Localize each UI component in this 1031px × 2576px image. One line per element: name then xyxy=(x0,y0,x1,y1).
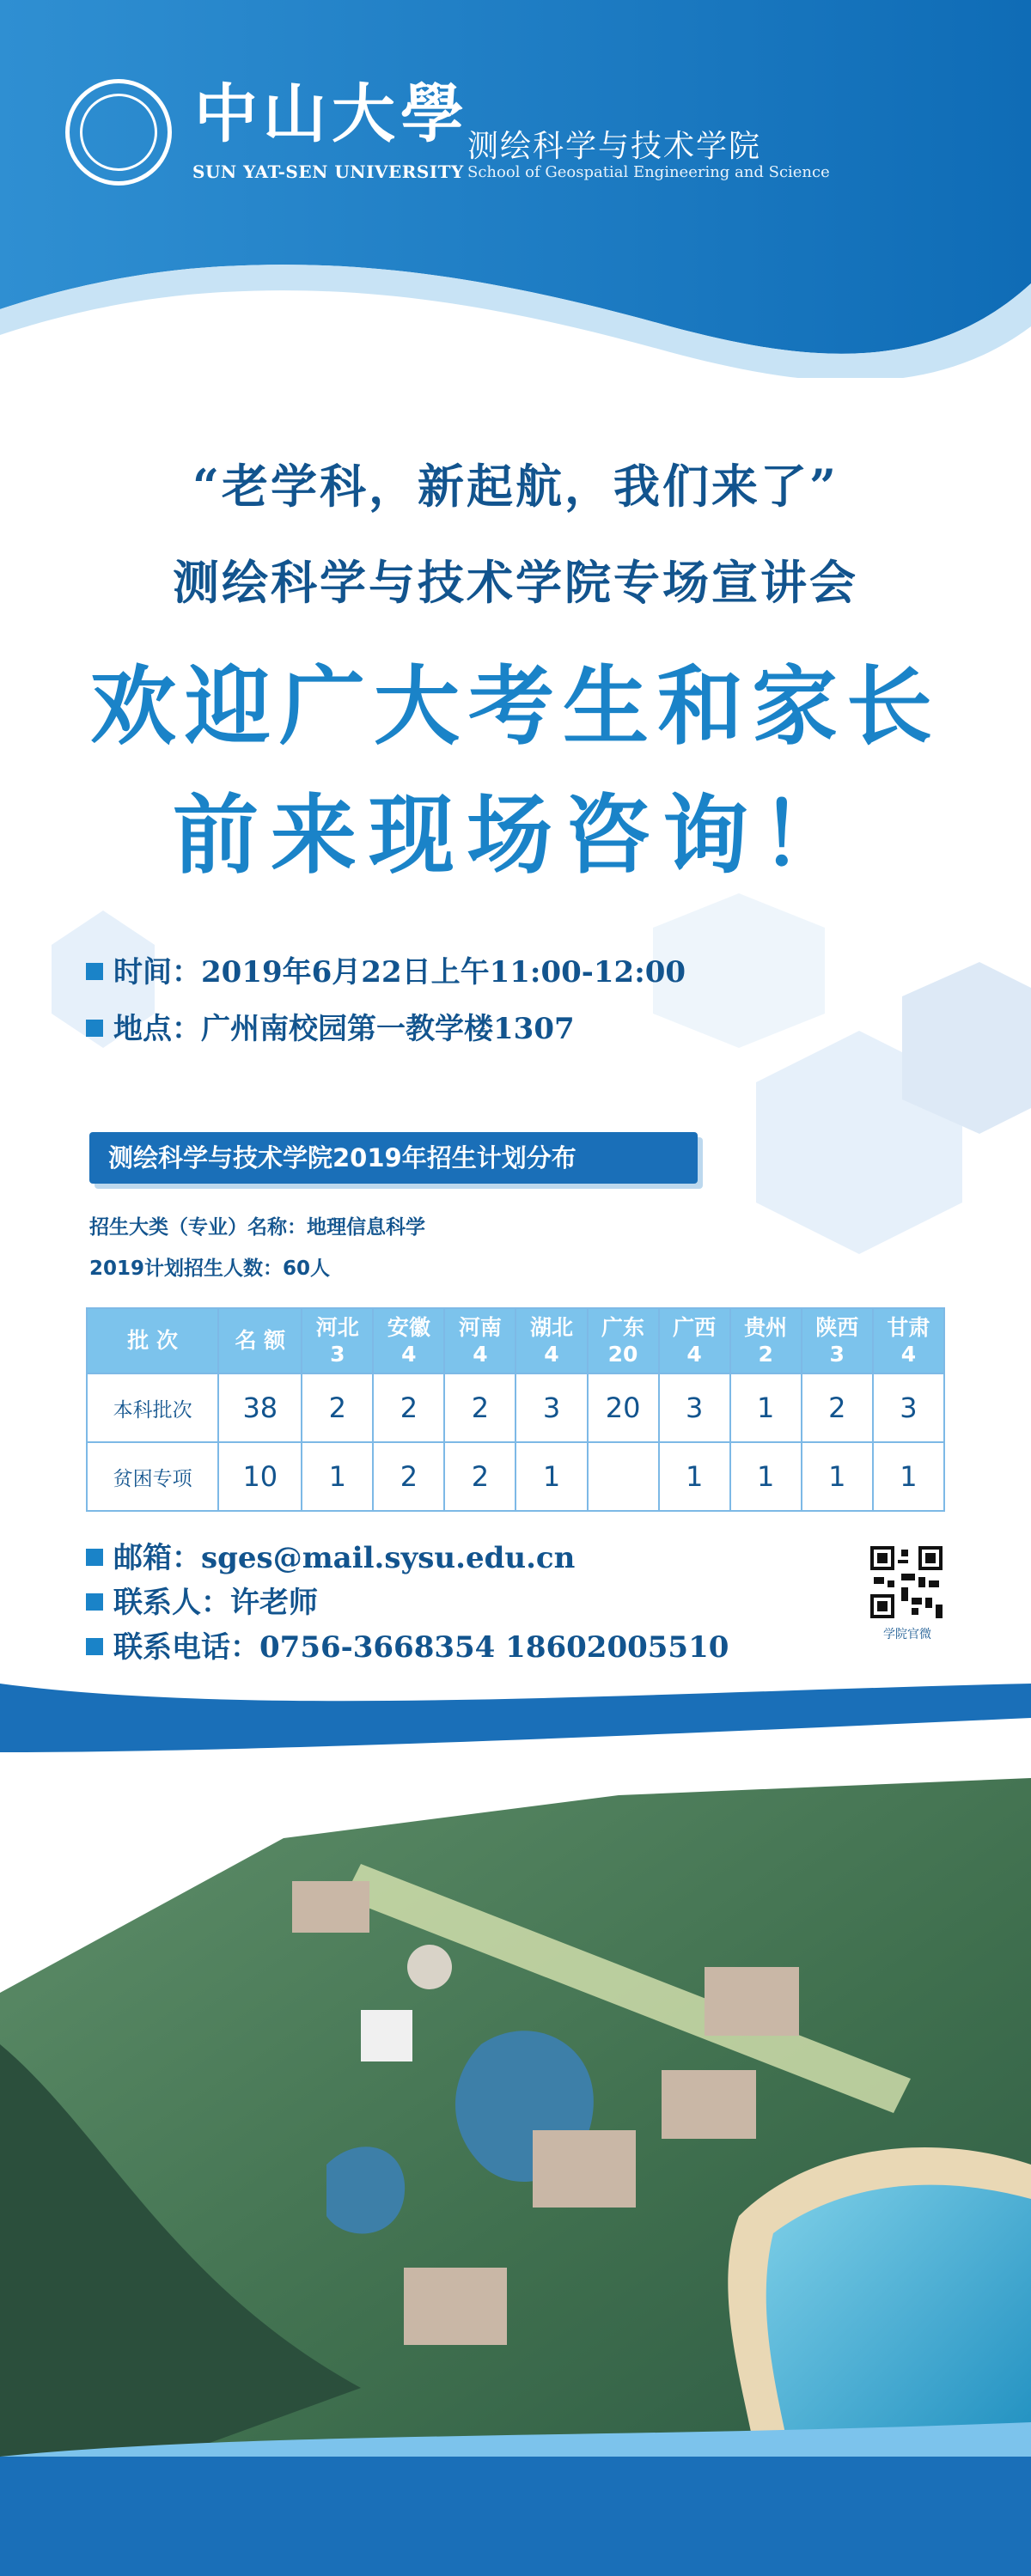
table-cell: 2 xyxy=(373,1442,444,1511)
place-value: 广州南校园第一教学楼1307 xyxy=(201,1012,575,1046)
bullet-icon xyxy=(86,1549,103,1566)
column-header: 湖北 4 xyxy=(516,1308,587,1373)
table-cell: 38 xyxy=(218,1373,302,1442)
table-cell: 1 xyxy=(516,1442,587,1511)
slogan-heading: “老学科，新起航，我们来了” xyxy=(192,459,839,514)
welcome-heading-line1: 欢迎广大考生和家长 xyxy=(90,656,941,757)
table-cell: 1 xyxy=(802,1442,873,1511)
campus-aerial-image xyxy=(0,1684,1031,2576)
qr-caption: 学院官微 xyxy=(883,1628,931,1641)
column-header: 批 次 xyxy=(87,1308,218,1373)
table-row xyxy=(87,1442,944,1511)
person-label: 联系人： xyxy=(113,1586,230,1620)
table-cell: 20 xyxy=(588,1373,659,1442)
bullet-icon xyxy=(86,1020,103,1037)
table-cell: 2 xyxy=(302,1373,373,1442)
table-cell: 1 xyxy=(302,1442,373,1511)
qr-code-icon[interactable] xyxy=(870,1546,943,1618)
contact-phone xyxy=(86,1623,729,1666)
place-label: 地点： xyxy=(113,1012,201,1046)
row-label: 贫困专项 xyxy=(87,1442,218,1511)
column-header: 甘肃 4 xyxy=(873,1308,944,1373)
phone-label: 联系电话： xyxy=(113,1630,259,1665)
header-banner xyxy=(0,0,1031,378)
column-header: 河北 3 xyxy=(302,1308,373,1373)
table-cell: 1 xyxy=(730,1373,802,1442)
plan-banner xyxy=(89,1132,698,1184)
phone-value: 0756-3668354 18602005510 xyxy=(259,1630,729,1665)
time-value: 2019年6月22日上午11:00-12:00 xyxy=(201,955,686,990)
plan-banner-title: 测绘科学与技术学院2019年招生计划分布 xyxy=(108,1143,577,1172)
major-line: 招生大类（专业）名称：地理信息科学 xyxy=(89,1216,425,1239)
table-cell: 2 xyxy=(444,1442,516,1511)
table-cell: 3 xyxy=(873,1373,944,1442)
row-label: 本科批次 xyxy=(87,1373,218,1442)
event-heading: 测绘科学与技术学院专场宣讲会 xyxy=(173,555,858,610)
table-cell: 1 xyxy=(873,1442,944,1511)
table-cell xyxy=(588,1442,659,1511)
quota-line: 2019计划招生人数：60人 xyxy=(89,1258,331,1280)
column-header: 陕西 3 xyxy=(802,1308,873,1373)
email-value[interactable]: sges@mail.sysu.edu.cn xyxy=(201,1541,576,1575)
school-name-cn: 测绘科学与技术学院 xyxy=(467,129,762,164)
event-time xyxy=(86,948,686,990)
bullet-icon xyxy=(86,1593,103,1611)
table-row xyxy=(87,1373,944,1442)
table-cell: 10 xyxy=(218,1442,302,1511)
bullet-icon xyxy=(86,963,103,980)
column-header: 安徽 4 xyxy=(373,1308,444,1373)
table-cell: 2 xyxy=(444,1373,516,1442)
table-cell: 3 xyxy=(516,1373,587,1442)
bullet-icon xyxy=(86,1638,103,1655)
email-label: 邮箱： xyxy=(113,1541,201,1575)
contact-person xyxy=(86,1579,318,1621)
university-name-en: SUN YAT-SEN UNIVERSITY xyxy=(192,161,464,182)
university-seal-logo xyxy=(65,79,172,186)
enrollment-table xyxy=(86,1307,945,1512)
table-cell: 2 xyxy=(802,1373,873,1442)
column-header: 河南 4 xyxy=(444,1308,516,1373)
welcome-heading-line2: 前来现场咨询！ xyxy=(173,785,858,886)
contact-email xyxy=(86,1534,575,1576)
school-name-en: School of Geospatial Engineering and Science xyxy=(467,163,830,181)
time-label: 时间： xyxy=(113,955,201,990)
table-cell: 2 xyxy=(373,1373,444,1442)
column-header: 广东 20 xyxy=(588,1308,659,1373)
table-cell: 1 xyxy=(730,1442,802,1511)
event-place xyxy=(86,1005,575,1047)
university-name-cn: 中山大學 xyxy=(194,77,469,151)
column-header: 贵州 2 xyxy=(730,1308,802,1373)
table-cell: 1 xyxy=(659,1442,730,1511)
column-header: 名 额 xyxy=(218,1308,302,1373)
table-header-row xyxy=(87,1308,944,1373)
table-cell: 3 xyxy=(659,1373,730,1442)
person-value: 许老师 xyxy=(230,1586,318,1620)
column-header: 广西 4 xyxy=(659,1308,730,1373)
